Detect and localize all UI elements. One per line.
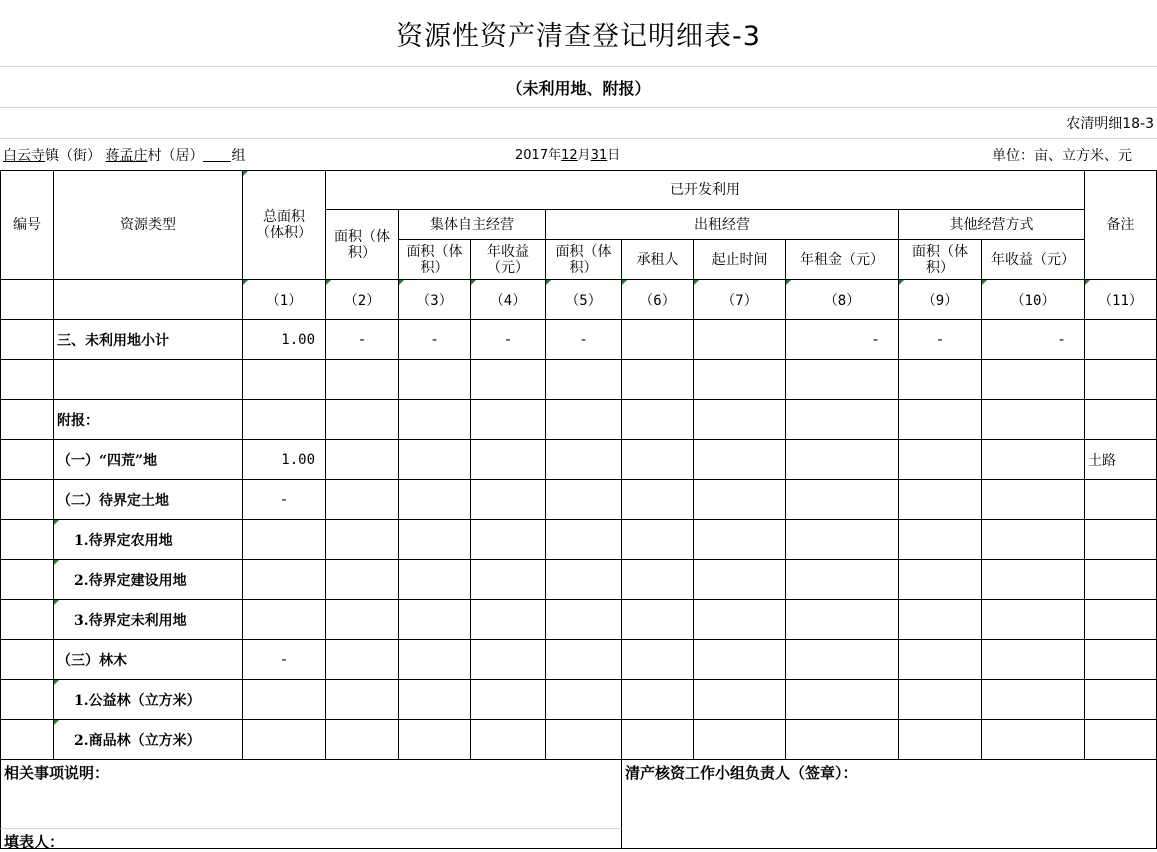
row-id-cell (1, 520, 54, 560)
row-id-cell (1, 320, 54, 360)
header-remarks: 备注 (1085, 171, 1157, 280)
unit-label: 单位：亩、立方米、元 (992, 148, 1132, 164)
header-income-4-text: 年收益（元） (487, 243, 529, 276)
row-id-cell (1, 560, 54, 600)
cell-c10: - (982, 320, 1085, 360)
header-area-5 (546, 240, 622, 280)
row-remark (1085, 720, 1157, 760)
row-total (243, 720, 326, 760)
row-label: （二）待界定土地 (54, 480, 243, 520)
row-remark (1085, 640, 1157, 680)
col-number: （3） (399, 280, 471, 320)
col-number: （4） (471, 280, 546, 320)
row-total (243, 600, 326, 640)
row-total (243, 520, 326, 560)
row-id-cell (1, 720, 54, 760)
header-area-5-text: 面积（体积） (555, 243, 612, 276)
row-total (243, 560, 326, 600)
col-number: （6） (622, 280, 694, 320)
row-total: - (243, 480, 326, 520)
row-id-cell (1, 680, 54, 720)
header-total-area-text: 总面积（体积） (256, 209, 312, 241)
date-year: 2017 (515, 148, 549, 163)
date-day: 31 (590, 148, 608, 163)
header-area-9 (899, 240, 982, 280)
row-id-cell (1, 400, 54, 440)
report-date (515, 143, 620, 169)
row-label: （三）林木 (54, 640, 243, 680)
row-total (243, 360, 326, 400)
form-code: 农清明细18-3 (1066, 116, 1154, 132)
header-area-2-text: 面积（体积） (334, 228, 390, 261)
cell-c6 (622, 320, 694, 360)
col-number: （2） (326, 280, 399, 320)
filler-label: 填表人： (4, 833, 65, 851)
table-row (1, 560, 1157, 600)
footer (0, 759, 1157, 849)
gridline (0, 107, 1157, 108)
row-id-cell (1, 440, 54, 480)
header-area-9-text: 面积（体积） (912, 243, 968, 276)
row-total (243, 400, 326, 440)
row-id-cell (1, 600, 54, 640)
col-number: （8） (786, 280, 899, 320)
town-suffix: 镇（街） (45, 148, 101, 164)
col-number: （10） (982, 280, 1085, 320)
group-suffix: 组 (231, 148, 246, 164)
col-number: （5） (546, 280, 622, 320)
table-row (1, 640, 1157, 680)
row-total (243, 680, 326, 720)
header-total-area (243, 171, 326, 280)
header-area-3 (399, 240, 471, 280)
header-annual-rent: 年租金（元） (786, 240, 899, 280)
header-collective: 集体自主经营 (399, 210, 546, 240)
cell-c9: - (899, 320, 982, 360)
village-suffix: 村（居） (147, 148, 204, 164)
cell-c5: - (546, 320, 622, 360)
row-remark: 土路 (1085, 440, 1157, 480)
row-id-cell (1, 480, 54, 520)
notes-label: 相关事项说明： (4, 764, 110, 782)
date-day-suffix: 日 (607, 148, 621, 163)
table-row (1, 400, 1157, 440)
col-number: （1） (243, 280, 326, 320)
row-remark (1085, 600, 1157, 640)
date-month-suffix: 月 (577, 148, 591, 163)
cell-empty (54, 280, 243, 320)
header-lessee: 承租人 (622, 240, 694, 280)
table-row (1, 600, 1157, 640)
filler-box (0, 828, 622, 849)
resource-table (0, 170, 1157, 760)
row-label (54, 360, 243, 400)
header-developed: 已开发利用 (326, 171, 1085, 210)
column-number-row (1, 280, 1157, 320)
row-label: 3.待界定未利用地 (54, 600, 243, 640)
cell-c8: - (786, 320, 899, 360)
row-label: 三、未利用地小计 (54, 320, 243, 360)
row-total: - (243, 640, 326, 680)
date-year-suffix: 年 (548, 148, 562, 163)
row-remark (1085, 400, 1157, 440)
table-row (1, 360, 1157, 400)
table-row (1, 440, 1157, 480)
table-row (1, 680, 1157, 720)
row-label: 2.商品林（立方米） (54, 720, 243, 760)
table-row (1, 520, 1157, 560)
col-number: （11） (1085, 280, 1157, 320)
location-line (3, 143, 245, 169)
row-remark (1085, 560, 1157, 600)
row-id-cell (1, 360, 54, 400)
cell-c2: - (326, 320, 399, 360)
cell-c7 (694, 320, 786, 360)
row-id-cell (1, 640, 54, 680)
row-label: （一）“四荒”地 (54, 440, 243, 480)
leader-signature-label: 清产核资工作小组负责人（签章）： (625, 764, 858, 782)
group-blank (203, 147, 231, 162)
row-label: 2.待界定建设用地 (54, 560, 243, 600)
date-month: 12 (561, 148, 578, 163)
row-label: 1.公益林（立方米） (54, 680, 243, 720)
row-remark (1085, 480, 1157, 520)
row-remark (1085, 320, 1157, 360)
cell-empty (1, 280, 54, 320)
row-label: 附报： (54, 400, 243, 440)
col-number: （9） (899, 280, 982, 320)
row-remark (1085, 520, 1157, 560)
table-row (1, 320, 1157, 360)
header-income-4 (471, 240, 546, 280)
header-id: 编号 (1, 171, 54, 280)
header-area-2 (326, 210, 399, 280)
row-label: 1.待界定农用地 (54, 520, 243, 560)
header-income-10: 年收益（元） (982, 240, 1085, 280)
table-row (1, 720, 1157, 760)
row-total: 1.00 (243, 440, 326, 480)
row-remark (1085, 360, 1157, 400)
village-name: 蒋孟庄 (105, 148, 148, 164)
header-other: 其他经营方式 (899, 210, 1085, 240)
header-period: 起止时间 (694, 240, 786, 280)
page-title: 资源性资产清查登记明细表-3 (396, 20, 761, 52)
header-area-3-text: 面积（体积） (406, 243, 463, 276)
town-name: 白云寺 (3, 148, 45, 164)
row-total: 1.00 (243, 320, 326, 360)
cell-c3: - (399, 320, 471, 360)
col-number: （7） (694, 280, 786, 320)
gridline (0, 138, 1157, 139)
row-remark (1085, 680, 1157, 720)
table-row (1, 480, 1157, 520)
cell-c4: - (471, 320, 546, 360)
header-lease: 出租经营 (546, 210, 899, 240)
header-type: 资源类型 (54, 171, 243, 280)
page-subtitle: （未利用地、附报） (506, 78, 651, 98)
